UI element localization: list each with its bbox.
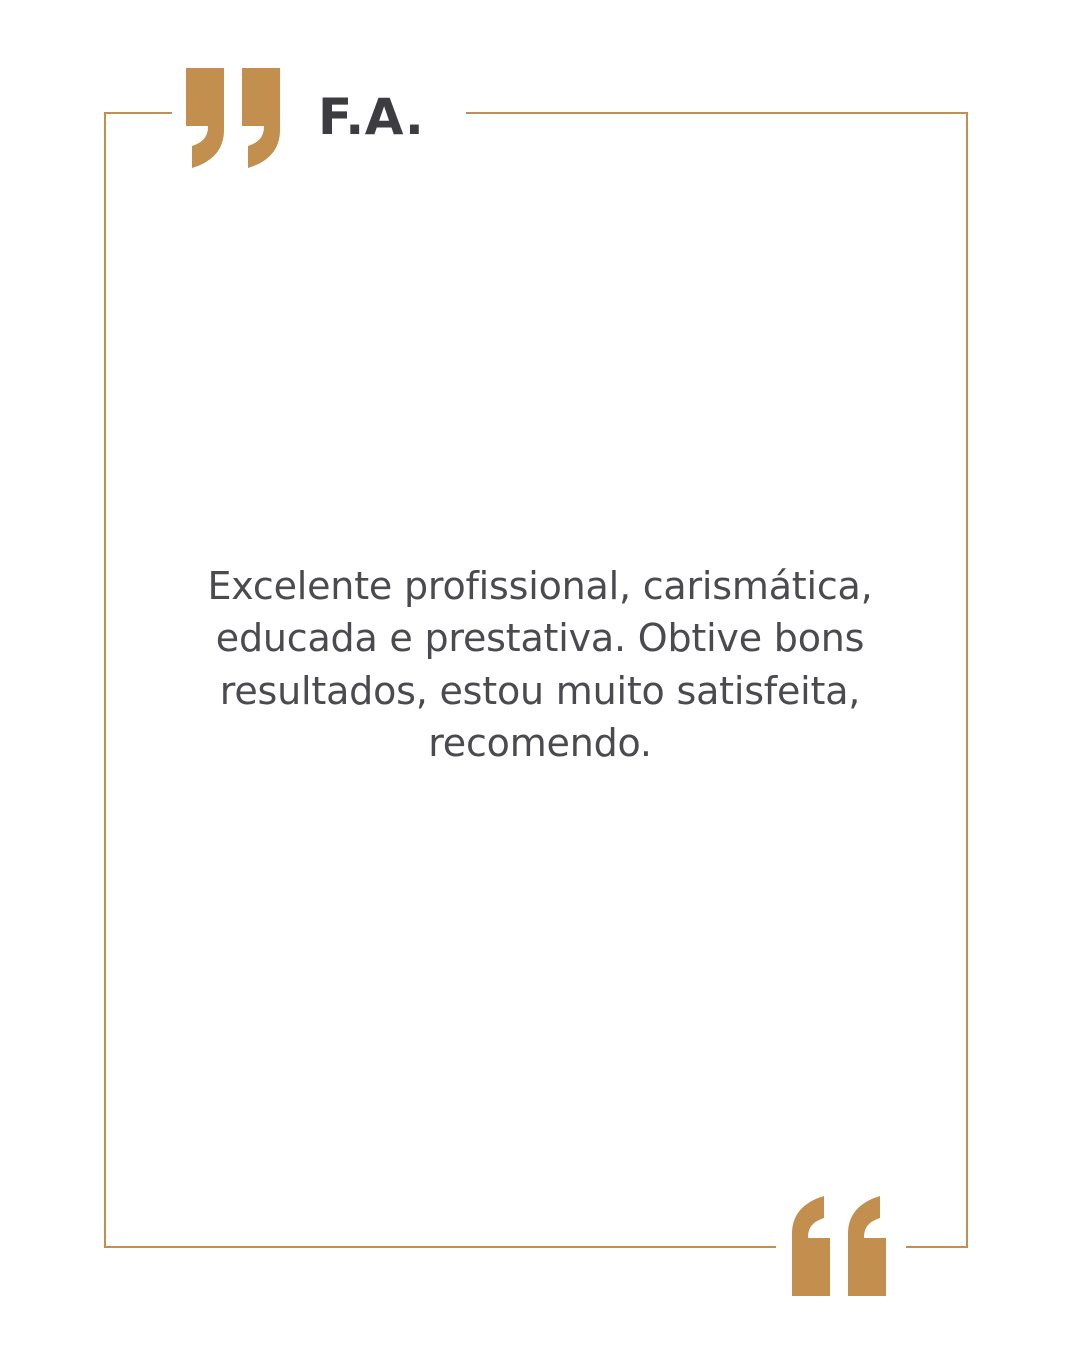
quote-close-icon <box>792 1196 902 1296</box>
frame-border-bottom-left <box>104 1246 776 1248</box>
frame-border-left <box>104 112 106 1248</box>
author-initials: F.A. <box>318 88 425 146</box>
frame-border-right <box>966 112 968 1248</box>
testimonial-text: Excelente profissional, carismática, educada e prestativa. Obtive bons resultados, estou muito satisfeita, recomendo. <box>207 564 873 766</box>
frame-border-bottom-right <box>906 1246 968 1248</box>
frame-border-top-right <box>466 112 968 114</box>
quote-open-icon <box>186 68 296 168</box>
frame-border-top-left <box>104 112 172 114</box>
